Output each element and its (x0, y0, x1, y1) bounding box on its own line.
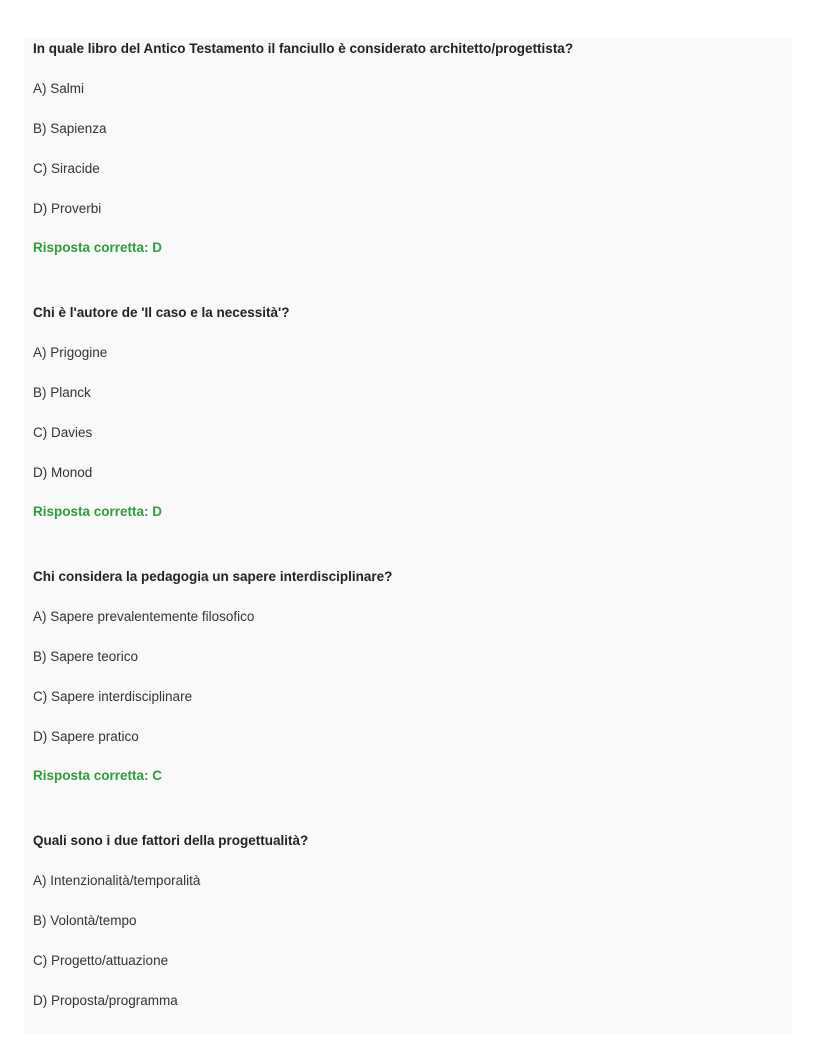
answer-option-a: A) Prigogine (33, 345, 108, 360)
answer-option-d: D) Proverbi (33, 201, 102, 216)
correct-answer: Risposta corretta: D (33, 504, 163, 519)
question-text: Chi è l'autore de 'Il caso e la necessità'? (33, 305, 290, 320)
answer-option-c: C) Sapere interdisciplinare (33, 689, 193, 704)
answer-option-c: C) Siracide (33, 161, 100, 176)
question-text: In quale libro del Antico Testamento il fanciullo è considerato architetto/progettista? (33, 41, 574, 56)
answer-option-b: B) Planck (33, 385, 91, 400)
answer-option-c: C) Davies (33, 425, 93, 440)
answer-option-a: A) Salmi (33, 81, 85, 96)
quiz-panel (24, 38, 792, 1034)
answer-option-a: A) Sapere prevalentemente filosofico (33, 609, 255, 624)
answer-option-b: B) Volontà/tempo (33, 913, 137, 928)
answer-option-d: D) Monod (33, 465, 93, 480)
question-text: Chi considera la pedagogia un sapere interdisciplinare? (33, 569, 393, 584)
answer-option-c: C) Progetto/attuazione (33, 953, 169, 968)
answer-option-a: A) Intenzionalità/temporalità (33, 873, 201, 888)
correct-answer: Risposta corretta: C (33, 768, 163, 783)
correct-answer: Risposta corretta: D (33, 240, 163, 255)
answer-option-b: B) Sapienza (33, 121, 107, 136)
answer-option-d: D) Sapere pratico (33, 729, 139, 744)
answer-option-d: D) Proposta/programma (33, 993, 178, 1008)
answer-option-b: B) Sapere teorico (33, 649, 139, 664)
question-text: Quali sono i due fattori della progettualità? (33, 833, 309, 848)
